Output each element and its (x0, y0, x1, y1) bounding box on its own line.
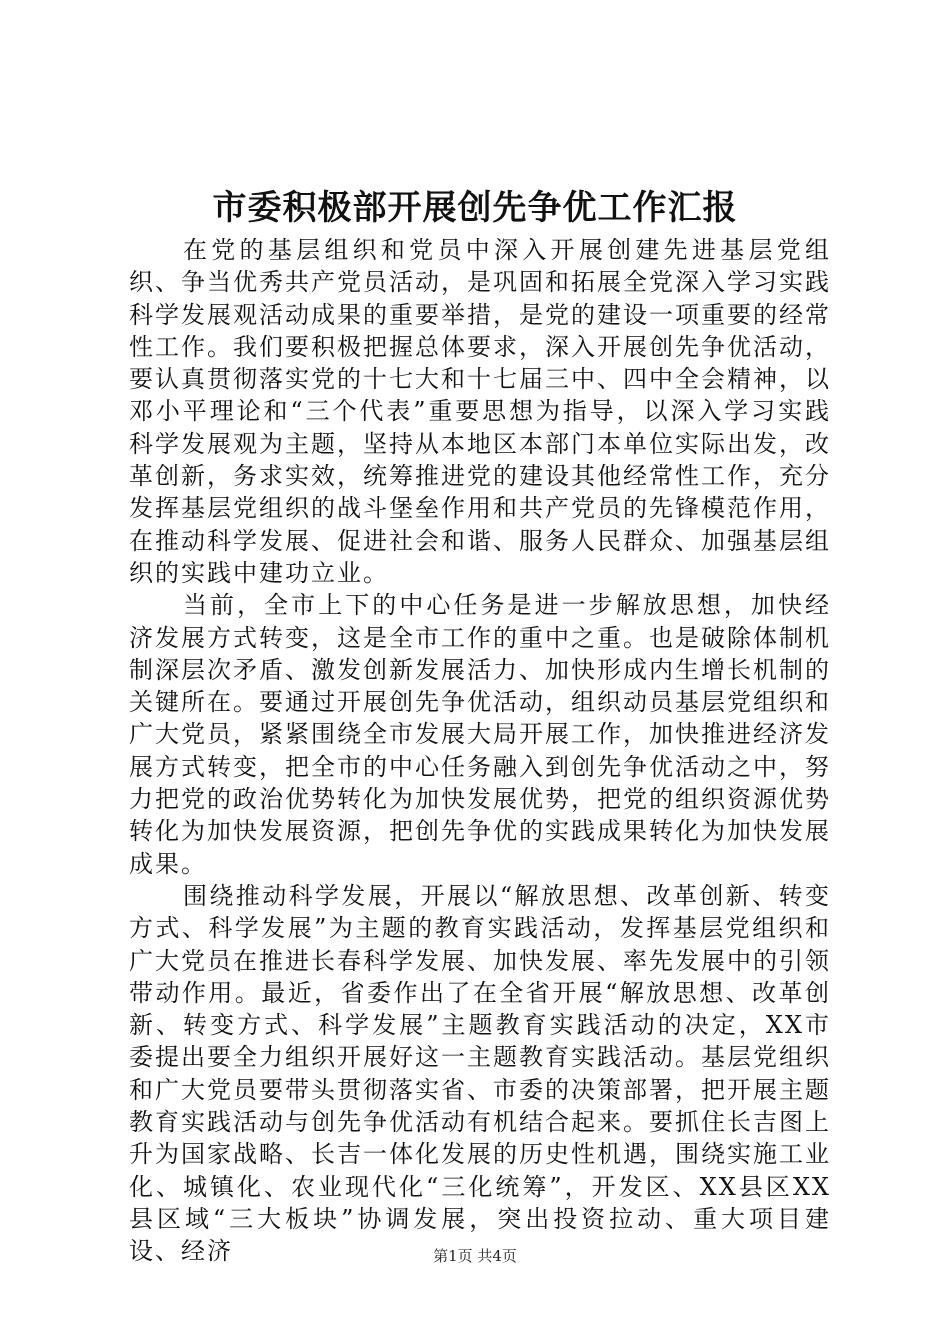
page-number-footer: 第1页 共4页 (433, 1247, 517, 1265)
paragraph: 当前，全市上下的中心任务是进一步解放思想，加快经济发展方式转变，这是全市工作的重中之重。也是破除体制机制深层次矛盾、激发创新发展活力、加快形成内生增长机制的关键所在。要通过开展创先争优活动，组织动员基层党组织和广大党员，紧紧围绕全市发展大局开展工作，加快推进经济发展方式转变，把全市的中心任务融入到创先争优活动之中，努力把党的政治优势转化为加快发展优势，把党的组织资源优势转化为加快发展资源，把创先争优的实践成果转化为加快发展成果。 (129, 591, 831, 878)
document-body (129, 234, 831, 1268)
paragraph: 在党的基层组织和党员中深入开展创建先进基层党组织、争当优秀共产党员活动，是巩固和拓展全党深入学习实践科学发展观活动成果的重要举措，是党的建设一项重要的经常性工作。我们要积极把握总体要求，深入开展创先争优活动，要认真贯彻落实党的十七大和十七届三中、四中全会精神，以邓小平理论和“三个代表”重要思想为指导，以深入学习实践科学发展观为主题，坚持从本地区本部门本单位实际出发，改革创新，务求实效，统筹推进党的建设其他经常性工作，充分发挥基层党组织的战斗堡垒作用和共产党员的先锋模范作用，在推动科学发展、促进社会和谐、服务人民群众、加强基层组织的实践中建功立业。 (129, 236, 831, 587)
document-title: 市委积极部开展创先争优工作汇报 (212, 188, 738, 228)
paragraph: 围绕推动科学发展，开展以“解放思想、改革创新、转变方式、科学发展”为主题的教育实践活动，发挥基层党组织和广大党员在推进长春科学发展、加快发展、率先发展中的引领带动作用。最近，省委作出了在全省开展“解放思想、改革创新、转变方式、科学发展”主题教育实践活动的决定，XX市委提出要全力组织开展好这一主题教育实践活动。基层党组织和广大党员要带头贯彻落实省、市委的决策部署，把开展主题教育实践活动与创先争优活动有机结合起来。要抓住长吉图上升为国家战略、长吉一体化发展的历史性机遇，围绕实施工业化、城镇化、农业现代化“三化统筹”，开发区、XX县区XX县区域“三大板块”协调发展，突出投资拉动、重大项目建设、经济 (129, 881, 831, 1266)
